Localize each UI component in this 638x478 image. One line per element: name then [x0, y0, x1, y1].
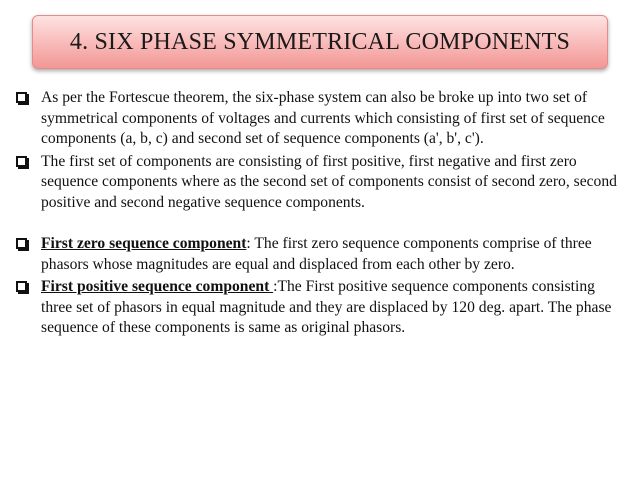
- list-item: [14, 277, 626, 339]
- checkbox-bullet-icon: [16, 281, 27, 292]
- bullet-text: As per the Fortescue theorem, the six-phase system can also be broke up into two set of symmetrical components of voltages and currents which consisting of first set of sequence components (a, b, c) and second set of sequence components (a', b', c').: [41, 89, 605, 147]
- list-item: [14, 234, 626, 275]
- checkbox-bullet-icon: [16, 156, 27, 167]
- bullet-heading: First zero sequence component: [41, 235, 247, 252]
- checkbox-bullet-icon: [16, 92, 27, 103]
- title-banner: [32, 15, 608, 69]
- page-title: 4. SIX PHASE SYMMETRICAL COMPONENTS: [69, 28, 571, 55]
- checkbox-bullet-icon: [16, 238, 27, 249]
- bullet-text: : The first zero sequence components comprise of three phasors whose magnitudes are equal and displaced from each other by zero.: [41, 235, 592, 273]
- list-item: [14, 88, 626, 150]
- bullet-text: The first set of components are consisting of first positive, first negative and first zero sequence components where as the second set of components consist of second zero, second positive and second negative sequence components.: [41, 152, 617, 211]
- list-item: [14, 152, 626, 214]
- bullet-heading: First positive sequence component: [41, 278, 274, 295]
- bullet-list: [14, 88, 626, 339]
- bullet-text: :The First positive sequence components consisting three set of phasors in equal magnitude and they are displaced by 120 deg. apart. The phase sequence of these components is same as original phasors.: [41, 278, 612, 336]
